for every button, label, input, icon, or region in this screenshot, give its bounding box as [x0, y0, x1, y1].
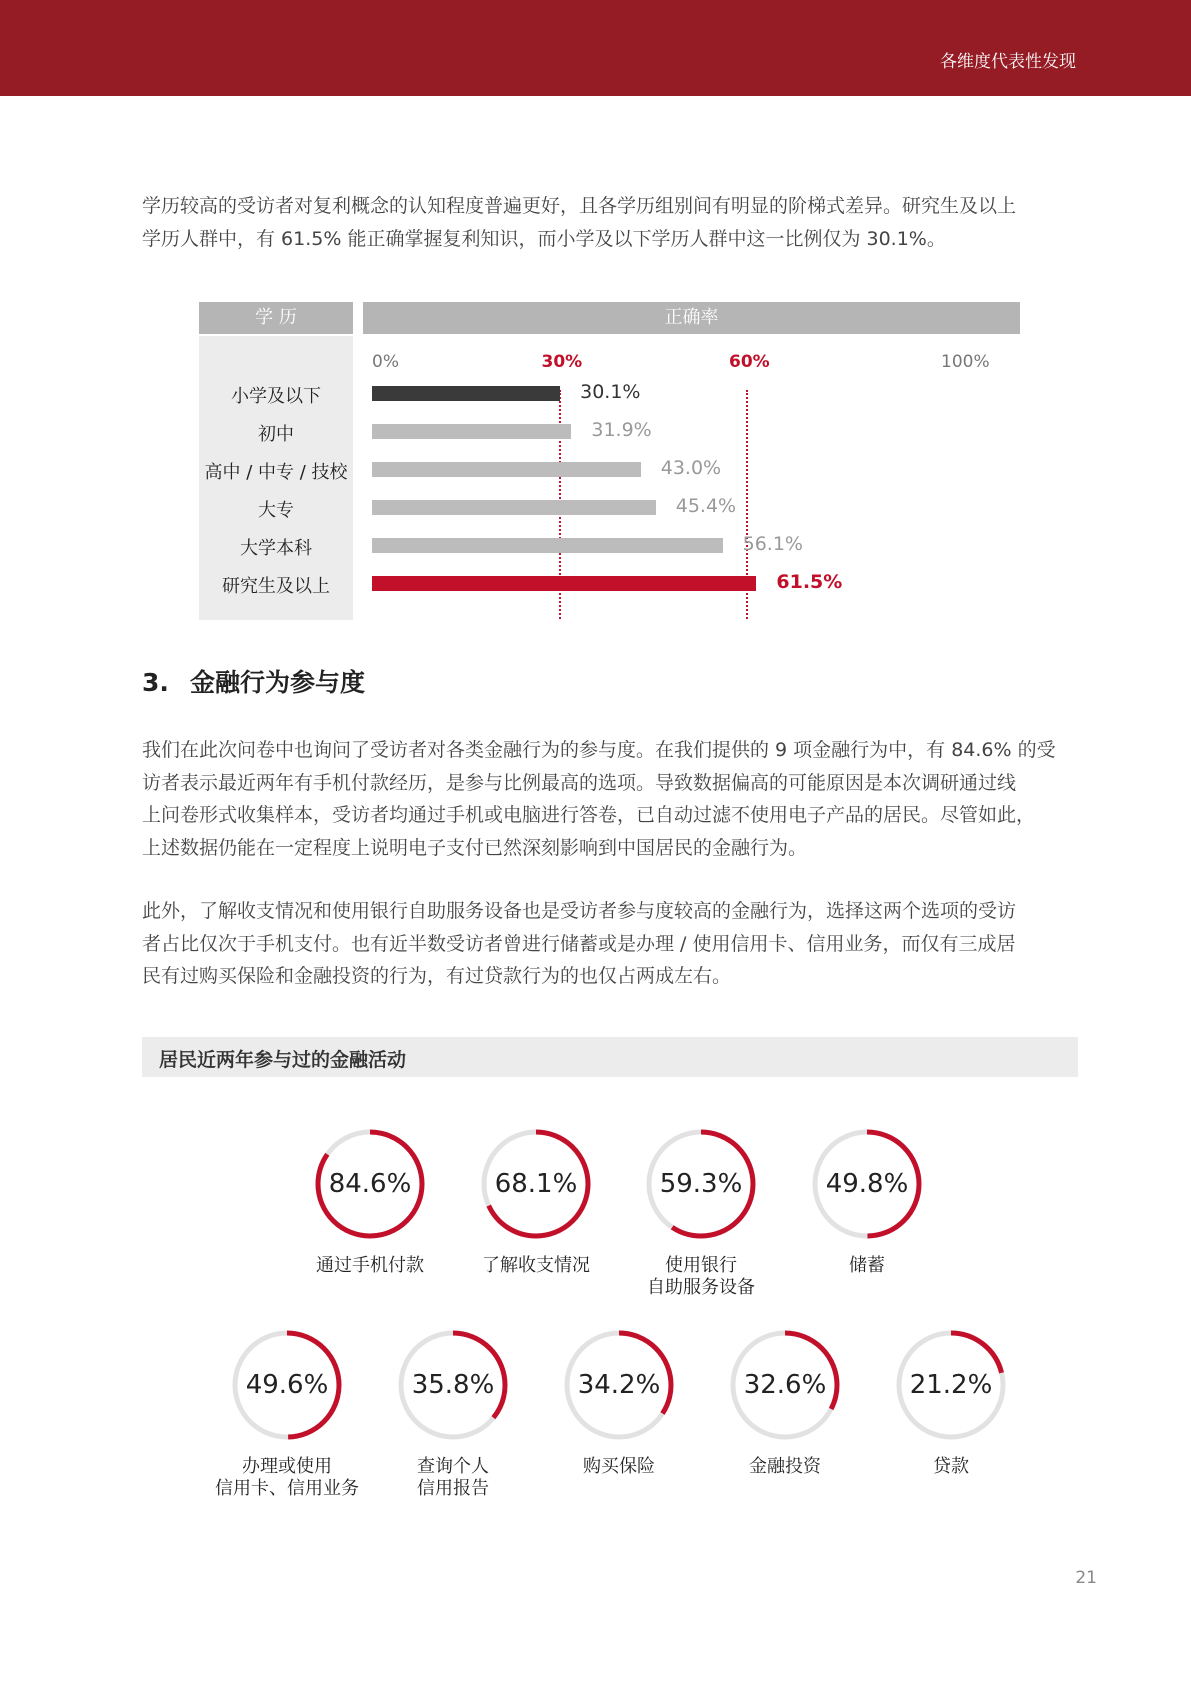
axis-tick-label: 30% [541, 352, 583, 372]
activity-label [441, 1255, 631, 1277]
activity-label-line: 储蓄 [849, 1255, 885, 1276]
bar [372, 462, 641, 477]
section-title: 金融行为参与度 [190, 668, 366, 697]
bar-value-label: 61.5% [776, 571, 843, 593]
donut-value: 68.1% [494, 1169, 578, 1199]
activity-label [690, 1456, 880, 1478]
donut-value: 21.2% [909, 1370, 993, 1400]
paragraph-line: 我们在此次问卷中也询问了受访者对各类金融行为的参与度。在我们提供的 9 项金融行为中，有 84.6% 的受 [142, 739, 1056, 761]
category-label: 研究生及以上 [222, 576, 330, 597]
paragraph-line: 此外，了解收支情况和使用银行自助服务设备也是受访者参与度较高的金融行为，选择这两个选项的受访 [142, 900, 1017, 922]
bar [372, 500, 656, 515]
activity-label [275, 1255, 465, 1277]
bar-value-label: 45.4% [675, 495, 737, 517]
bar-value-label: 31.9% [591, 419, 652, 441]
activity-label-line: 金融投资 [749, 1456, 821, 1477]
donut-value: 84.6% [328, 1169, 412, 1199]
activity-donut [809, 1126, 925, 1242]
paragraph-line: 上问卷形式收集样本，受访者均通过手机或电脑进行答卷，已自动过滤不使用电子产品的居民。尽管如此， [142, 804, 1036, 826]
bar [372, 576, 756, 591]
bar-value-label: 43.0% [660, 457, 722, 479]
section-number: 3. [142, 668, 169, 697]
activity-donut [727, 1327, 843, 1443]
donut-value: 49.8% [825, 1169, 909, 1199]
chart-header-education: 学 历 [199, 302, 353, 334]
intro-paragraph [142, 190, 1078, 255]
activity-donut [229, 1327, 345, 1443]
activity-label-line: 信用报告 [417, 1478, 489, 1499]
donut-value: 59.3% [659, 1169, 743, 1199]
activity-label [856, 1456, 1046, 1478]
activity-donut [893, 1327, 1009, 1443]
activity-label-line: 贷款 [933, 1456, 969, 1477]
donut-value: 34.2% [577, 1370, 661, 1400]
donut-value: 35.8% [411, 1370, 495, 1400]
axis-tick-label: 100% [941, 352, 990, 372]
category-label: 大学本科 [240, 538, 312, 559]
bar [372, 538, 723, 553]
activity-donut [643, 1126, 759, 1242]
paragraph-line: 访者表示最近两年有手机付款经历，是参与比例最高的选项。导致数据偏高的可能原因是本次调研通过线 [142, 771, 1017, 794]
bar [372, 424, 571, 439]
bar-value-label: 56.1% [742, 533, 803, 555]
intro-line: 学历人群中，有 61.5% 能正确掌握复利知识，而小学及以下学历人群中这一比例仅为 30.1%。 [142, 227, 946, 250]
activity-label-line: 通过手机付款 [316, 1255, 424, 1276]
category-label: 大专 [258, 500, 294, 521]
activity-label [606, 1255, 796, 1299]
header-title: 各维度代表性发现 [940, 52, 1076, 72]
activity-label-line: 自助服务设备 [647, 1277, 755, 1298]
activity-label-line: 使用银行 [665, 1255, 737, 1276]
activity-label-line: 办理或使用 [242, 1456, 332, 1477]
activity-label-line: 查询个人 [417, 1456, 489, 1477]
header-bar [0, 0, 1191, 96]
activity-label-line: 信用卡、信用业务 [215, 1478, 359, 1499]
donut-value: 32.6% [743, 1370, 827, 1400]
activity-label [358, 1456, 548, 1500]
page-number: 21 [1075, 1568, 1097, 1588]
category-label: 初中 [258, 424, 294, 445]
activities-panel-title [142, 1037, 1078, 1077]
category-label: 小学及以下 [231, 386, 321, 407]
donut-value: 49.6% [245, 1370, 329, 1400]
chart-header-accuracy: 正确率 [363, 302, 1020, 334]
activity-label [772, 1255, 962, 1277]
activity-donut [561, 1327, 677, 1443]
activity-donut [395, 1327, 511, 1443]
section-paragraph-1 [142, 734, 1078, 864]
paragraph-line: 者占比仅次于手机支付。也有近半数受访者曾进行储蓄或是办理 / 使用信用卡、信用业务，而仅有三成居 [142, 932, 1016, 955]
activity-donut [312, 1126, 428, 1242]
education-accuracy-chart [199, 302, 1021, 620]
paragraph-line: 上述数据仍能在一定程度上说明电子支付已然深刻影响到中国居民的金融行为。 [142, 836, 808, 859]
section-paragraph-2 [142, 895, 1078, 993]
intro-line: 学历较高的受访者对复利概念的认知程度普遍更好，且各学历组别间有明显的阶梯式差异。研究生及以上 [142, 195, 1017, 217]
activity-label-line: 购买保险 [583, 1456, 655, 1477]
bar [372, 386, 560, 401]
category-label: 高中 / 中专 / 技校 [204, 462, 348, 483]
activity-label-line: 了解收支情况 [482, 1255, 590, 1276]
activity-label [192, 1456, 382, 1500]
activity-label [524, 1456, 714, 1478]
axis-tick-label: 0% [372, 352, 399, 372]
bar-value-label: 30.1% [580, 381, 641, 403]
paragraph-line: 民有过购买保险和金融投资的行为，有过贷款行为的也仅占两成左右。 [142, 965, 732, 987]
activities-title: 居民近两年参与过的金融活动 [159, 1049, 407, 1071]
axis-tick-label: 60% [729, 352, 770, 372]
activity-donut [478, 1126, 594, 1242]
section-heading [142, 663, 365, 699]
